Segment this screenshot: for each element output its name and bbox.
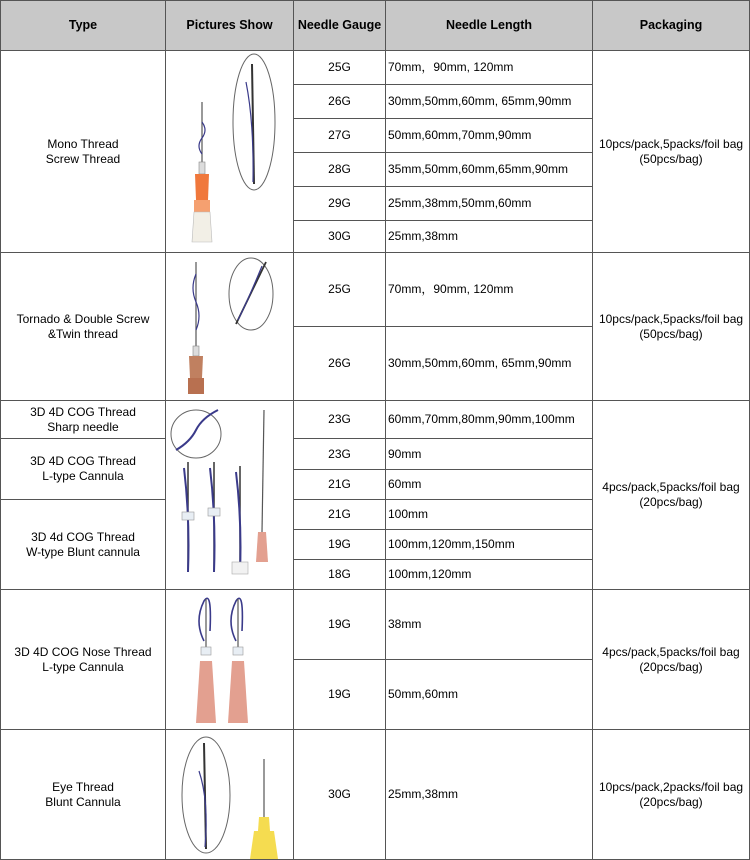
gauge-cell: 25G xyxy=(294,51,386,85)
gauge-cell: 26G xyxy=(294,327,386,401)
type-line: 3D 4D COG Thread xyxy=(30,404,136,419)
length-cell: 25mm,38mm,50mm,60mm xyxy=(386,187,593,221)
packaging-line: 10pcs/pack,5packs/foil bag xyxy=(598,136,744,151)
packaging-cell xyxy=(593,730,750,860)
packaging-line: 10pcs/pack,5packs/foil bag xyxy=(598,311,744,326)
type-line: L-type Cannula xyxy=(42,469,124,483)
length-cell: 60mm,70mm,80mm,90mm,100mm xyxy=(386,401,593,439)
gauge-cell: 18G xyxy=(294,560,386,590)
packaging-line: 4pcs/pack,5packs/foil bag xyxy=(602,644,740,659)
packaging-cell xyxy=(593,401,750,590)
gauge-cell: 21G xyxy=(294,500,386,530)
mono-screw-needle-image xyxy=(166,51,294,253)
type-line: Sharp needle xyxy=(47,419,119,434)
gauge-cell: 30G xyxy=(294,221,386,253)
length-cell: 100mm,120mm,150mm xyxy=(386,530,593,560)
eye-cannula-image xyxy=(166,730,294,860)
type-line: Eye Thread xyxy=(52,779,114,794)
type-line: W-type Blunt cannula xyxy=(26,544,140,559)
length-cell: 60mm xyxy=(386,470,593,500)
length-cell: 100mm xyxy=(386,500,593,530)
length-cell: 70mm，90mm, 120mm xyxy=(386,51,593,85)
type-line: Mono Thread xyxy=(47,136,119,151)
length-cell: 25mm,38mm xyxy=(386,730,593,860)
type-line: L-type Cannula xyxy=(42,659,124,674)
type-line: 3D 4D COG Thread xyxy=(30,454,136,468)
type-line: &Twin thread xyxy=(47,326,119,341)
length-cell: 50mm,60mm,70mm,90mm xyxy=(386,119,593,153)
length-cell: 70mm，90mm, 120mm xyxy=(386,253,593,327)
type-line: 3D 4d COG Thread xyxy=(31,529,135,544)
header-needle-gauge: Needle Gauge xyxy=(294,1,386,51)
packaging-cell xyxy=(593,590,750,730)
type-line: Tornado & Double Screw xyxy=(16,311,150,326)
gauge-cell: 29G xyxy=(294,187,386,221)
type-cell-mono-screw xyxy=(1,51,166,253)
header-type: Type xyxy=(1,1,166,51)
header-needle-length: Needle Length xyxy=(386,1,593,51)
packaging-line: (20pcs/bag) xyxy=(639,495,703,509)
table-row xyxy=(1,253,750,327)
packaging-line: (20pcs/bag) xyxy=(639,794,703,809)
gauge-cell: 19G xyxy=(294,590,386,660)
length-cell: 50mm,60mm xyxy=(386,660,593,730)
packaging-line: (50pcs/bag) xyxy=(639,151,703,166)
length-cell: 100mm,120mm xyxy=(386,560,593,590)
packaging-cell xyxy=(593,253,750,401)
packaging-line: (20pcs/bag) xyxy=(639,659,703,674)
packaging-line: (50pcs/bag) xyxy=(639,326,703,341)
nose-cannula-image xyxy=(166,590,294,730)
header-pictures-show: Pictures Show xyxy=(166,1,294,51)
packaging-line: 4pcs/pack,5packs/foil bag xyxy=(602,480,740,494)
packaging-line: 10pcs/pack,2packs/foil bag xyxy=(598,779,744,794)
gauge-cell: 27G xyxy=(294,119,386,153)
type-cell-tornado xyxy=(1,253,166,401)
type-cell-eye-thread xyxy=(1,730,166,860)
packaging-cell xyxy=(593,51,750,253)
header-row xyxy=(1,1,750,51)
type-line: Blunt Cannula xyxy=(45,794,121,809)
length-cell: 30mm,50mm,60mm, 65mm,90mm xyxy=(386,85,593,119)
length-cell: 38mm xyxy=(386,590,593,660)
table-row xyxy=(1,730,750,860)
length-cell: 25mm,38mm xyxy=(386,221,593,253)
length-cell: 35mm,50mm,60mm,65mm,90mm xyxy=(386,153,593,187)
gauge-cell: 23G xyxy=(294,401,386,439)
table-row xyxy=(1,401,750,439)
gauge-cell: 23G xyxy=(294,439,386,470)
cog-cannula-image xyxy=(166,401,294,590)
gauge-cell: 19G xyxy=(294,530,386,560)
header-packaging: Packaging xyxy=(593,1,750,51)
type-cell-nose-thread xyxy=(1,590,166,730)
gauge-cell: 21G xyxy=(294,470,386,500)
type-cell-cog-sharp xyxy=(1,401,166,439)
length-cell: 90mm xyxy=(386,439,593,470)
type-cell-cog-w-cannula xyxy=(1,500,166,590)
gauge-cell: 26G xyxy=(294,85,386,119)
type-line: Screw Thread xyxy=(45,151,121,166)
gauge-cell: 30G xyxy=(294,730,386,860)
gauge-cell: 28G xyxy=(294,153,386,187)
table-row xyxy=(1,590,750,660)
tornado-needle-image xyxy=(166,253,294,401)
type-cell-cog-l-cannula xyxy=(1,439,166,500)
table-row xyxy=(1,51,750,85)
length-cell: 30mm,50mm,60mm, 65mm,90mm xyxy=(386,327,593,401)
type-line: 3D 4D COG Nose Thread xyxy=(14,644,152,659)
gauge-cell: 25G xyxy=(294,253,386,327)
gauge-cell: 19G xyxy=(294,660,386,730)
